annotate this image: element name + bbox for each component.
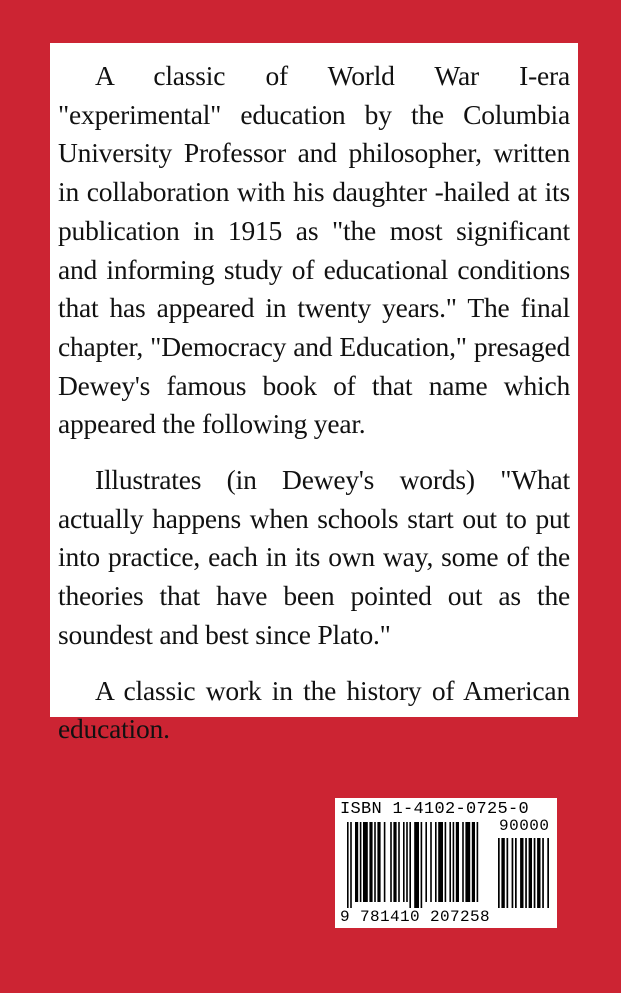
barcode-bar — [425, 822, 427, 902]
barcode-bar — [456, 822, 459, 902]
barcode-bar — [472, 822, 475, 902]
barcode-bar — [409, 822, 411, 908]
barcode-bar — [445, 822, 447, 902]
barcode-bar — [398, 822, 400, 902]
barcode-bar — [529, 838, 532, 908]
barcode-bar — [547, 838, 549, 908]
barcode-bar — [377, 822, 380, 902]
barcode-bar — [430, 822, 432, 902]
ean-number: 9 781410 207258 — [340, 908, 491, 926]
barcode-bar — [374, 822, 376, 902]
barcode-bar — [360, 822, 362, 902]
blurb-paragraph-2: Illustrates (in Dewey's words) "What actually happens when schools start out to put into practice, each in its own way, some of the theories that have been pointed out as the soundest and best since Plato." — [58, 464, 570, 650]
barcode-bar — [462, 822, 464, 902]
barcode-bar — [525, 838, 527, 908]
barcode-bar — [512, 838, 514, 908]
blurb-box — [50, 43, 578, 745]
barcode-bar — [465, 822, 470, 902]
blurb-paragraph-1: A classic of World War I-era "experimental" education by the Columbia University Professor and philosopher, written in collaboration with his daughter -hailed at its publication in 1915 as "the most significant and informing study of educational conditions that has appeared in twenty years." The final chapter, "Democracy and Education," presaged Dewey's famous book of that name which appeared the following year. — [58, 60, 570, 440]
price-code: 90000 — [499, 817, 550, 835]
barcode-bar — [355, 822, 358, 902]
barcode-bar — [507, 838, 509, 908]
barcode-bar — [477, 822, 479, 902]
barcode-bar — [363, 822, 368, 902]
barcode-bar — [406, 822, 408, 902]
isbn-label: ISBN 1-4102-0725-0 — [340, 800, 530, 819]
barcode-bar — [501, 838, 504, 908]
barcode-bar — [542, 838, 544, 908]
barcode-bar — [438, 822, 443, 902]
barcode-bar — [515, 838, 517, 908]
barcode-bar — [414, 822, 419, 908]
barcode-bar — [534, 838, 536, 908]
barcode-bar — [453, 822, 455, 902]
barcode-bar — [421, 822, 423, 908]
barcode-bar — [435, 822, 437, 902]
barcode-bar — [449, 822, 451, 902]
barcode-bar — [390, 822, 392, 902]
barcode-bar — [369, 822, 372, 902]
barcode-bar — [350, 822, 352, 908]
barcode-bar — [520, 838, 523, 908]
barcode-bar — [393, 822, 396, 902]
barcode-bar — [537, 838, 540, 908]
barcode-bar — [498, 838, 500, 908]
barcode-bar — [403, 822, 405, 902]
blurb-paragraph-3: A classic work in the history of American education. — [58, 674, 570, 745]
isbn-barcode — [335, 798, 557, 928]
barcode-bar — [384, 822, 386, 902]
barcode-bar — [347, 822, 349, 908]
